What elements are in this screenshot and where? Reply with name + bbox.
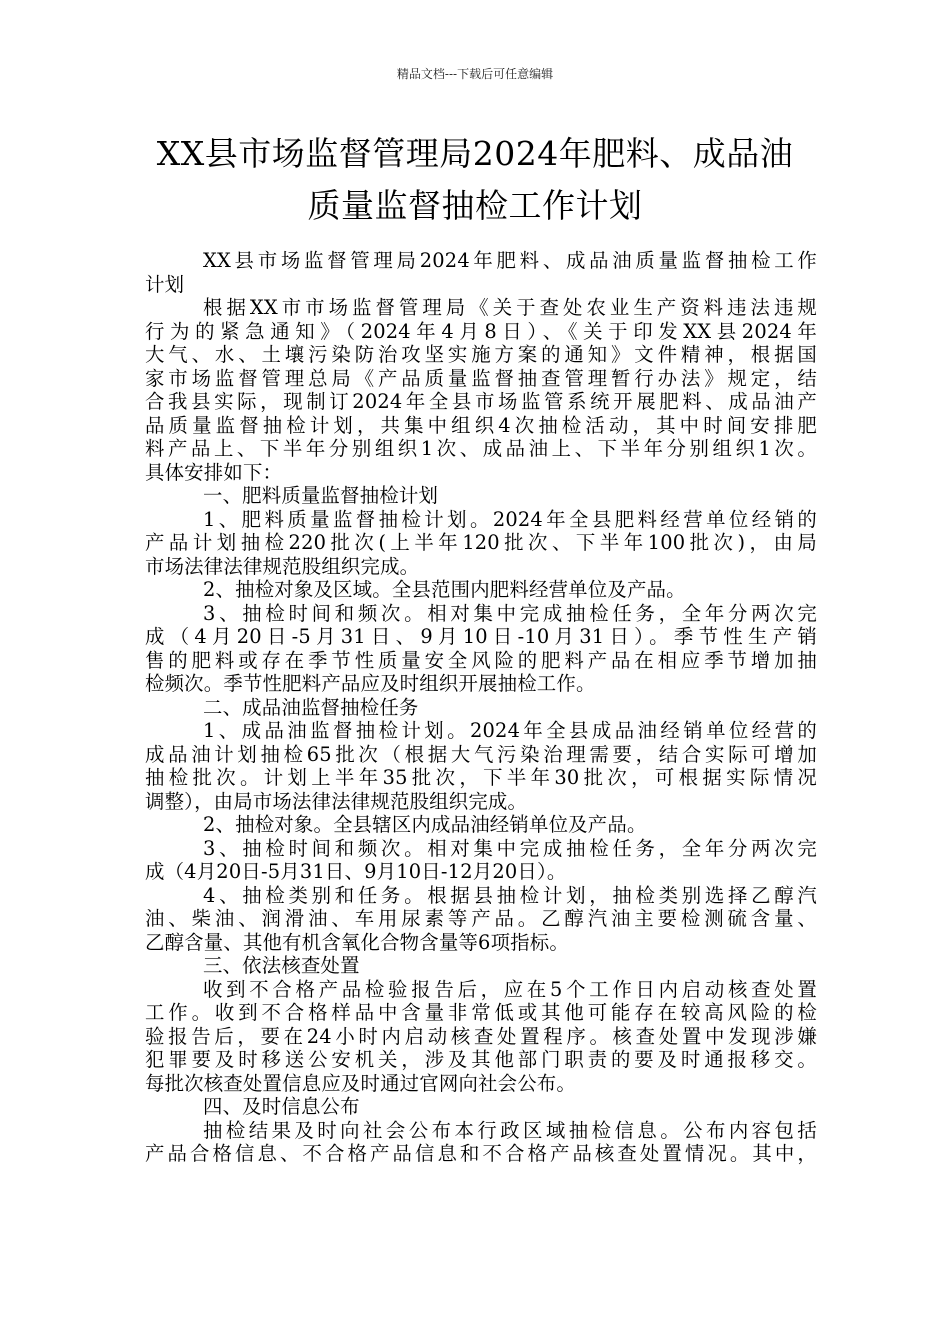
body-line: 犯罪要及时移送公安机关，涉及其他部门职责的要及时通报移交。 (145, 1048, 817, 1071)
body-line: 工作。收到不合格样品中含量非常低或其他可能存在较高风险的检 (145, 1001, 817, 1024)
body-line: 二、成品油监督抽检任务 (203, 695, 419, 719)
body-line: 料产品上、下半年分别组织1次、成品油上、下半年分别组织1次。 (145, 437, 817, 460)
body-line: 乙醇含量、其他有机含氧化合物含量等6项指标。 (145, 930, 569, 954)
body-line: 售的肥料或存在季节性质量安全风险的肥料产品在相应季节增加抽 (145, 648, 817, 672)
body-line: 成（4月20日-5月31日、9月10日-12月20日）。 (145, 860, 567, 883)
title-line-2: 质量监督抽检工作计划 (307, 186, 643, 225)
body-line: 3、抽检时间和频次。相对集中完成抽检任务，全年分两次完 (203, 601, 817, 625)
body-line: 品质量监督抽检计划，共集中组织4次抽检活动，其中时间安排肥 (145, 413, 817, 437)
title-line-1: XX县市场监督管理局2024年肥料、成品油 (156, 134, 794, 173)
body-line: 市场法律法律规范股组织完成。 (145, 554, 420, 578)
body-line: 根据XX市市场监督管理局《关于查处农业生产资料违法违规 (203, 296, 817, 319)
body-line: 四、及时信息公布 (203, 1095, 360, 1118)
body-line: 2、抽检对象及区域。全县范围内肥料经营单位及产品。 (203, 578, 686, 601)
body-line: 4、抽检类别和任务。根据县抽检计划，抽检类别选择乙醇汽 (203, 883, 817, 907)
header-note: 精品文档---下载后可任意编辑 (396, 67, 554, 81)
body-line: 油、柴油、润滑油、车用尿素等产品。乙醇汽油主要检测硫含量、 (145, 907, 817, 930)
body-line: 3、抽检时间和频次。相对集中完成抽检任务，全年分两次完 (203, 836, 817, 860)
body-line: 每批次核查处置信息应及时通过官网向社会公布。 (145, 1071, 576, 1095)
body-line: 产品合格信息、不合格产品信息和不合格产品核查处置情况。其中， (145, 1142, 817, 1165)
body-line: 计划 (145, 272, 185, 296)
body-line: 1、成品油监督抽检计划。2024年全县成品油经销单位经营的 (203, 719, 817, 742)
body-line: 具体安排如下： (145, 460, 283, 484)
body-line: 成（4月20日-5月31日、9月10日-10月31日）。季节性生产销 (145, 625, 817, 648)
body-line: 抽检结果及时向社会公布本行政区域抽检信息。公布内容包括 (203, 1118, 817, 1142)
body-line: 抽检批次。计划上半年35批次，下半年30批次，可根据实际情况 (145, 766, 817, 789)
body-line: 验报告后，要在24小时内启动核查处置程序。核查处置中发现涉嫌 (145, 1024, 817, 1048)
body-line: XX县市场监督管理局2024年肥料、成品油质量监督抽检工作 (203, 249, 817, 272)
document-title (100, 128, 850, 232)
body-line: 1、肥料质量监督抽检计划。2024年全县肥料经营单位经销的 (203, 507, 817, 531)
body-line: 2、抽检对象。全县辖区内成品油经销单位及产品。 (203, 813, 647, 836)
body-line: 合我县实际，现制订2024年全县市场监管系统开展肥料、成品油产 (145, 390, 817, 413)
body-line: 收到不合格产品检验报告后，应在5个工作日内启动核查处置 (203, 977, 817, 1001)
body-line: 大气、水、土壤污染防治攻坚实施方案的通知》文件精神，根据国 (145, 343, 817, 366)
body-line: 家市场监督管理总局《产品质量监督抽查管理暂行办法》规定，结 (145, 366, 817, 390)
body-line: 三、依法核查处置 (203, 954, 360, 977)
body-line: 成品油计划抽检65批次（根据大气污染治理需要，结合实际可增加 (145, 742, 817, 766)
body-line: 行为的紧急通知》（2024年4月8日）、《关于印发XX县2024年 (145, 319, 817, 343)
body-line: 一、肥料质量监督抽检计划 (203, 484, 439, 507)
body-line: 检频次。季节性肥料产品应及时组织开展抽检工作。 (145, 672, 596, 695)
body-line: 产品计划抽检220批次(上半年120批次、下半年100批次)，由局 (145, 531, 817, 554)
body-line: 调整），由局市场法律法律规范股组织完成。 (145, 789, 528, 813)
document-body (145, 249, 817, 1166)
